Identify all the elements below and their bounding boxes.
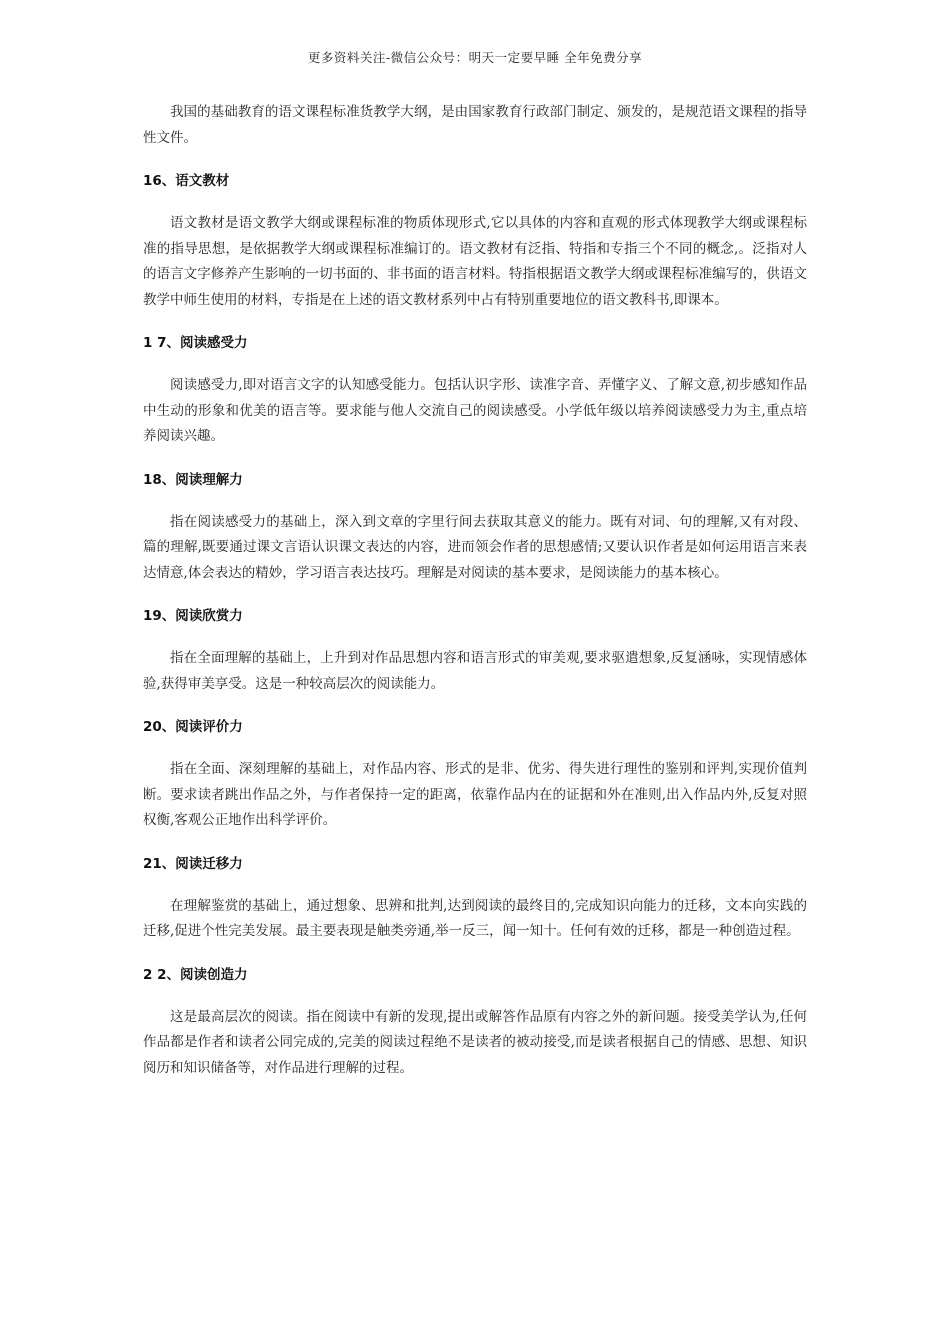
page-header: 更多资料关注-微信公众号：明天一定要早睡 全年免费分享 — [307, 50, 643, 65]
section-body-18: 指在阅读感受力的基础上，深入到文章的字里行间去获取其意义的能力。既有对词、句的理解,又有对段、篇的理解,既要通过课文言语认识课文表达的内容，进而领会作者的思想感情;又要认识作者是如何运用语言来表达情意,体会表达的精妙，学习语言表达技巧。理解是对阅读的基本要求，是阅读能力的基本核心。 — [143, 513, 807, 581]
section-heading-20: 20、阅读评价力 — [143, 719, 243, 735]
section-heading-17: 1 7、阅读感受力 — [143, 335, 248, 351]
section-body-21: 在理解鉴赏的基础上，通过想象、思辨和批判,达到阅读的最终目的,完成知识向能力的迁移，文本向实践的迁移,促进个性完美发展。最主要表现是触类旁通,举一反三，闻一知十。任何有效的迁移，都是一种创造过程。 — [143, 897, 807, 939]
section-body-17: 阅读感受力,即对语言文字的认知感受能力。包括认识字形、读准字音、弄懂字义、了解文意,初步感知作品中生动的形象和优美的语言等。要求能与他人交流自己的阅读感受。小学低年级以培养阅读感受力为主,重点培养阅读兴趣。 — [143, 377, 807, 444]
section-body-16: 语文教材是语文教学大纲或课程标准的物质体现形式,它以具体的内容和直观的形式体现教学大纲或课程标准的指导思想，是依据教学大纲或课程标准编订的。语文教材有泛指、特指和专指三个不同的概念,。泛指对人的语言文字修养产生影响的一切书面的、非书面的语言材料。特指根据语文教学大纲或课程标准编写的，供语文教学中师生使用的材料，专指是在上述的语文教材系列中占有特别重要地位的语文教科书,即课本。 — [143, 215, 807, 308]
section-heading-22: 2 2、阅读创造力 — [143, 966, 248, 983]
section-body-19: 指在全面理解的基础上，上升到对作品思想内容和语言形式的审美观,要求驱遣想象,反复涵咏，实现情感体验,获得审美享受。这是一种较高层次的阅读能力。 — [143, 650, 807, 692]
section-heading-18: 18、阅读理解力 — [143, 471, 243, 488]
document-body — [143, 100, 807, 1081]
section-body-22: 这是最高层次的阅读。指在阅读中有新的发现,提出或解答作品原有内容之外的新问题。接受美学认为,任何作品都是作者和读者公同完成的,完美的阅读过程绝不是读者的被动接受,而是读者根据自己的情感、思想、知识阅历和知识储备等，对作品进行理解的过程。 — [143, 1008, 807, 1076]
section-body-20: 指在全面、深刻理解的基础上，对作品内容、形式的是非、优劣、得失进行理性的鉴别和评判,实现价值判断。要求读者跳出作品之外，与作者保持一定的距离，依靠作品内在的证据和外在准则,出入作品内外,反复对照权衡,客观公正地作出科学评价。 — [143, 761, 807, 828]
section-heading-19: 19、阅读欣赏力 — [143, 608, 243, 624]
section-heading-16: 16、语文教材 — [143, 173, 230, 189]
intro-paragraph: 我国的基础教育的语文课程标准货教学大纲，是由国家教育行政部门制定、颁发的，是规范语文课程的指导性文件。 — [143, 104, 807, 146]
section-heading-21: 21、阅读迁移力 — [143, 855, 243, 872]
